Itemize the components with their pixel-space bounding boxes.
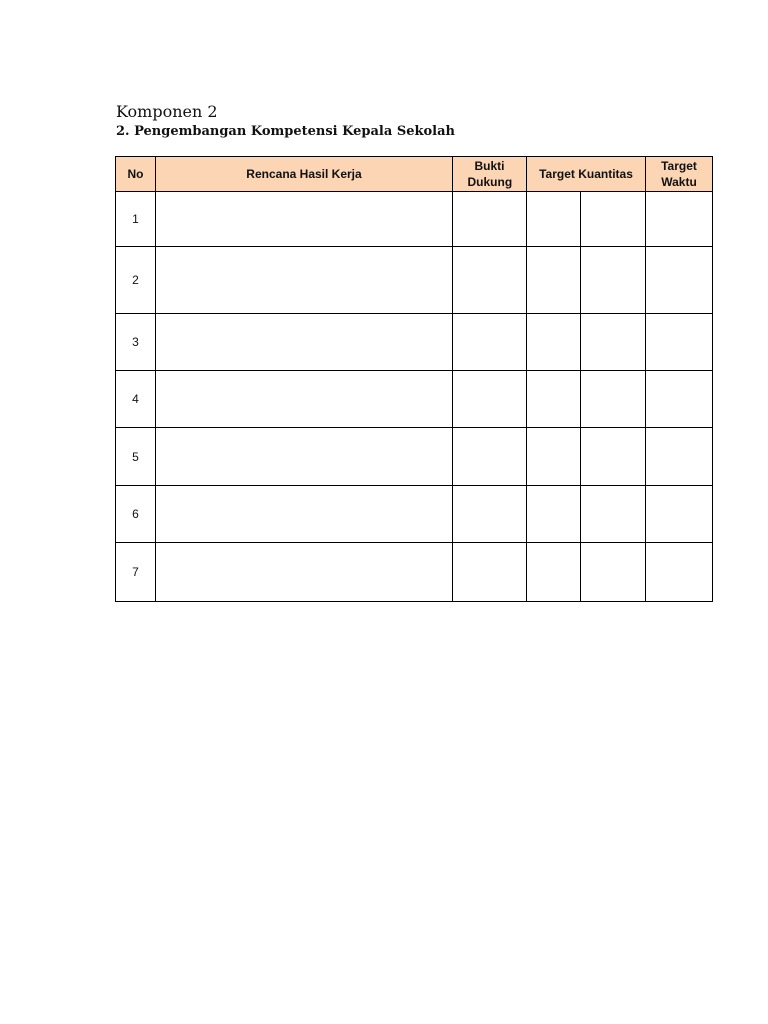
table-row bbox=[116, 192, 713, 247]
cell-rencana[interactable] bbox=[156, 371, 453, 428]
cell-waktu[interactable] bbox=[646, 314, 713, 371]
cell-bukti[interactable] bbox=[453, 543, 527, 602]
row-number: 7 bbox=[116, 543, 156, 602]
row-number: 2 bbox=[116, 247, 156, 314]
cell-kuantitas-a[interactable] bbox=[527, 314, 581, 371]
cell-rencana[interactable] bbox=[156, 192, 453, 247]
cell-rencana[interactable] bbox=[156, 486, 453, 543]
table-row bbox=[116, 486, 713, 543]
cell-kuantitas-b[interactable] bbox=[581, 486, 646, 543]
row-number: 4 bbox=[116, 371, 156, 428]
cell-bukti[interactable] bbox=[453, 371, 527, 428]
cell-kuantitas-b[interactable] bbox=[581, 314, 646, 371]
cell-waktu[interactable] bbox=[646, 247, 713, 314]
cell-kuantitas-a[interactable] bbox=[527, 247, 581, 314]
cell-kuantitas-a[interactable] bbox=[527, 543, 581, 602]
table-row bbox=[116, 371, 713, 428]
cell-waktu[interactable] bbox=[646, 543, 713, 602]
cell-waktu[interactable] bbox=[646, 428, 713, 486]
cell-waktu[interactable] bbox=[646, 486, 713, 543]
table-row bbox=[116, 428, 713, 486]
row-number: 5 bbox=[116, 428, 156, 486]
header-target-kuantitas: Target Kuantitas bbox=[527, 157, 646, 192]
cell-kuantitas-b[interactable] bbox=[581, 428, 646, 486]
component-title: Komponen 2 bbox=[116, 102, 218, 121]
table-header-row bbox=[116, 157, 713, 192]
cell-bukti[interactable] bbox=[453, 428, 527, 486]
cell-rencana[interactable] bbox=[156, 543, 453, 602]
row-number: 1 bbox=[116, 192, 156, 247]
cell-bukti[interactable] bbox=[453, 486, 527, 543]
row-number: 3 bbox=[116, 314, 156, 371]
cell-waktu[interactable] bbox=[646, 371, 713, 428]
header-bukti-dukung-label: Bukti Dukung bbox=[467, 159, 513, 189]
cell-kuantitas-b[interactable] bbox=[581, 371, 646, 428]
cell-kuantitas-b[interactable] bbox=[581, 543, 646, 602]
table-row bbox=[116, 543, 713, 602]
cell-kuantitas-a[interactable] bbox=[527, 371, 581, 428]
cell-kuantitas-a[interactable] bbox=[527, 486, 581, 543]
cell-waktu[interactable] bbox=[646, 192, 713, 247]
cell-kuantitas-b[interactable] bbox=[581, 247, 646, 314]
table-row bbox=[116, 314, 713, 371]
section-subtitle: 2. Pengembangan Kompetensi Kepala Sekolah bbox=[116, 124, 455, 139]
cell-kuantitas-a[interactable] bbox=[527, 192, 581, 247]
cell-rencana[interactable] bbox=[156, 247, 453, 314]
cell-kuantitas-a[interactable] bbox=[527, 428, 581, 486]
header-no: No bbox=[116, 157, 156, 192]
table-row bbox=[116, 247, 713, 314]
cell-bukti[interactable] bbox=[453, 247, 527, 314]
header-target-waktu bbox=[646, 157, 713, 192]
row-number: 6 bbox=[116, 486, 156, 543]
work-plan-table bbox=[115, 156, 713, 602]
header-rencana-hasil-kerja: Rencana Hasil Kerja bbox=[156, 157, 453, 192]
cell-rencana[interactable] bbox=[156, 428, 453, 486]
cell-kuantitas-b[interactable] bbox=[581, 192, 646, 247]
cell-bukti[interactable] bbox=[453, 314, 527, 371]
header-bukti-dukung bbox=[453, 157, 527, 192]
cell-bukti[interactable] bbox=[453, 192, 527, 247]
header-target-waktu-label: Target Waktu bbox=[661, 159, 697, 189]
cell-rencana[interactable] bbox=[156, 314, 453, 371]
